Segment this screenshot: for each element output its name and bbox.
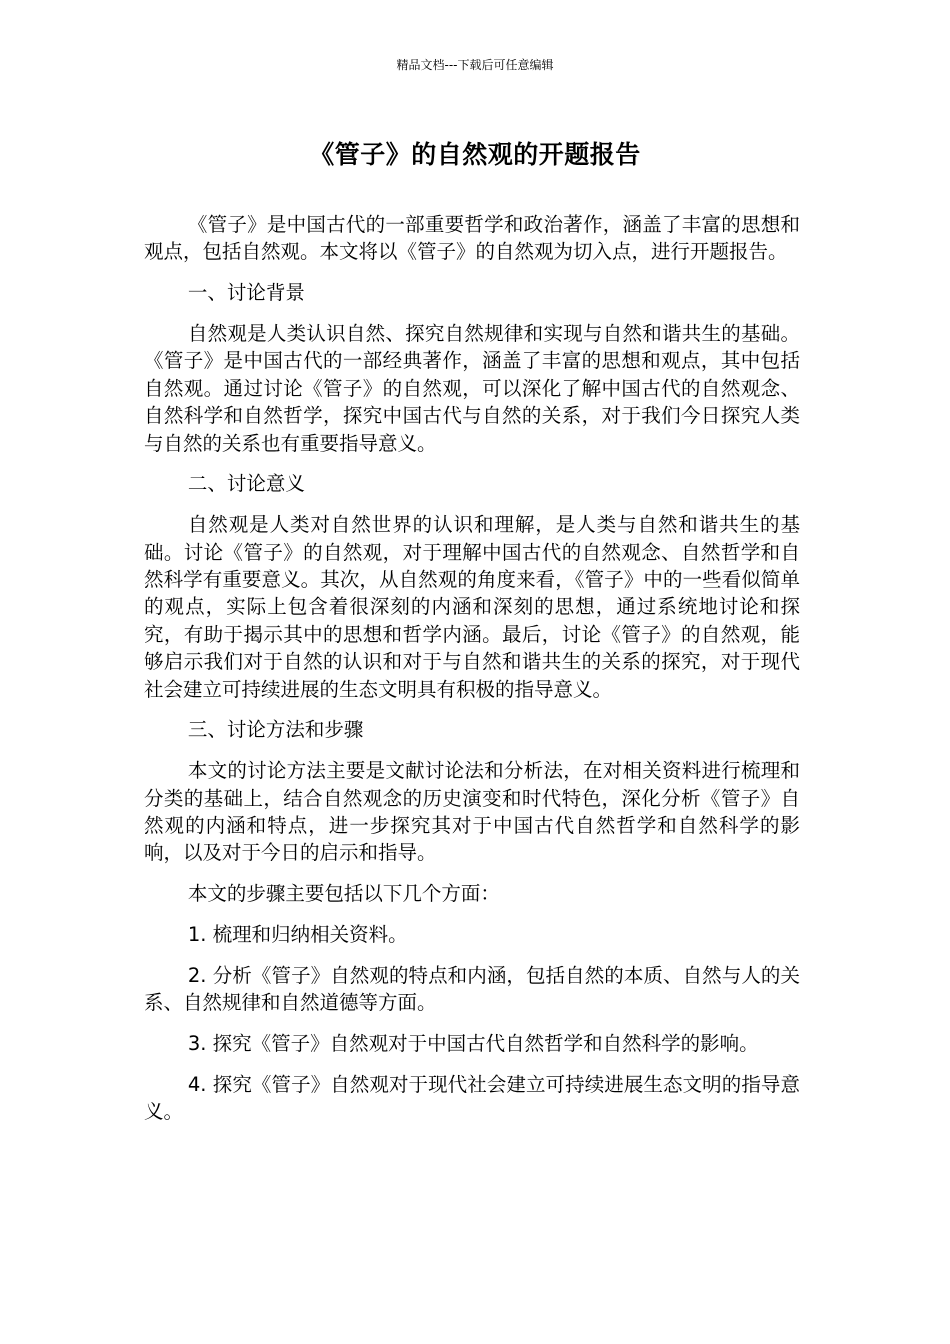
intro-paragraph: 《管子》是中国古代的一部重要哲学和政治著作，涵盖了丰富的思想和观点，包括自然观。本文将以《管子》的自然观为切入点，进行开题报告。 [144, 213, 800, 264]
document-title: 《管子》的自然观的开题报告 [309, 140, 641, 169]
background-paragraph: 自然观是人类认识自然、探究自然规律和实现与自然和谐共生的基础。《管子》是中国古代的一部经典著作，涵盖了丰富的思想和观点，其中包括自然观。通过讨论《管子》的自然观，可以深化了解中国古代的自然观念、自然科学和自然哲学，探究中国古代与自然的关系，对于我们今日探究人类与自然的关系也有重要指导意义。 [144, 322, 800, 455]
methods-paragraph: 本文的讨论方法主要是文献讨论法和分析法，在对相关资料进行梳理和分类的基础上，结合自然观念的历史演变和时代特色，深化分析《管子》自然观的内涵和特点，进一步探究其对于中国古代自然哲学和自然科学的影响，以及对于今日的启示和指导。 [144, 759, 800, 865]
step-item-3: 3. 探究《管子》自然观对于中国古代自然哲学和自然科学的影响。 [187, 1032, 759, 1056]
page-header: 精品文档---下载后可任意编辑 [396, 58, 554, 72]
document-body [144, 211, 800, 1139]
steps-intro-paragraph: 本文的步骤主要包括以下几个方面： [187, 882, 500, 906]
section-heading-methods: 三、讨论方法和步骤 [187, 718, 364, 742]
significance-paragraph: 自然观是人类对自然世界的认识和理解，是人类与自然和谐共生的基础。讨论《管子》的自然观，对于理解中国古代的自然观念、自然哲学和自然科学有重要意义。其次，从自然观的角度来看，《管子》中的一些看似简单的观点，实际上包含着很深刻的内涵和深刻的思想，通过系统地讨论和探究，有助于揭示其中的思想和哲学内涵。最后，讨论《管子》的自然观，能够启示我们对于自然的认识和对于与自然和谐共生的关系的探究，对于现代社会建立可持续进展的生态文明具有积极的指导意义。 [144, 513, 800, 701]
section-heading-significance: 二、讨论意义 [187, 472, 305, 496]
step-item-4: 4. 探究《管子》自然观对于现代社会建立可持续进展生态文明的指导意义。 [144, 1072, 800, 1124]
step-item-1: 1. 梳理和归纳相关资料。 [187, 923, 408, 947]
step-item-2: 2. 分析《管子》自然观的特点和内涵，包括自然的本质、自然与人的关系、自然规律和自然道德等方面。 [144, 963, 800, 1015]
section-heading-background: 一、讨论背景 [187, 281, 305, 305]
